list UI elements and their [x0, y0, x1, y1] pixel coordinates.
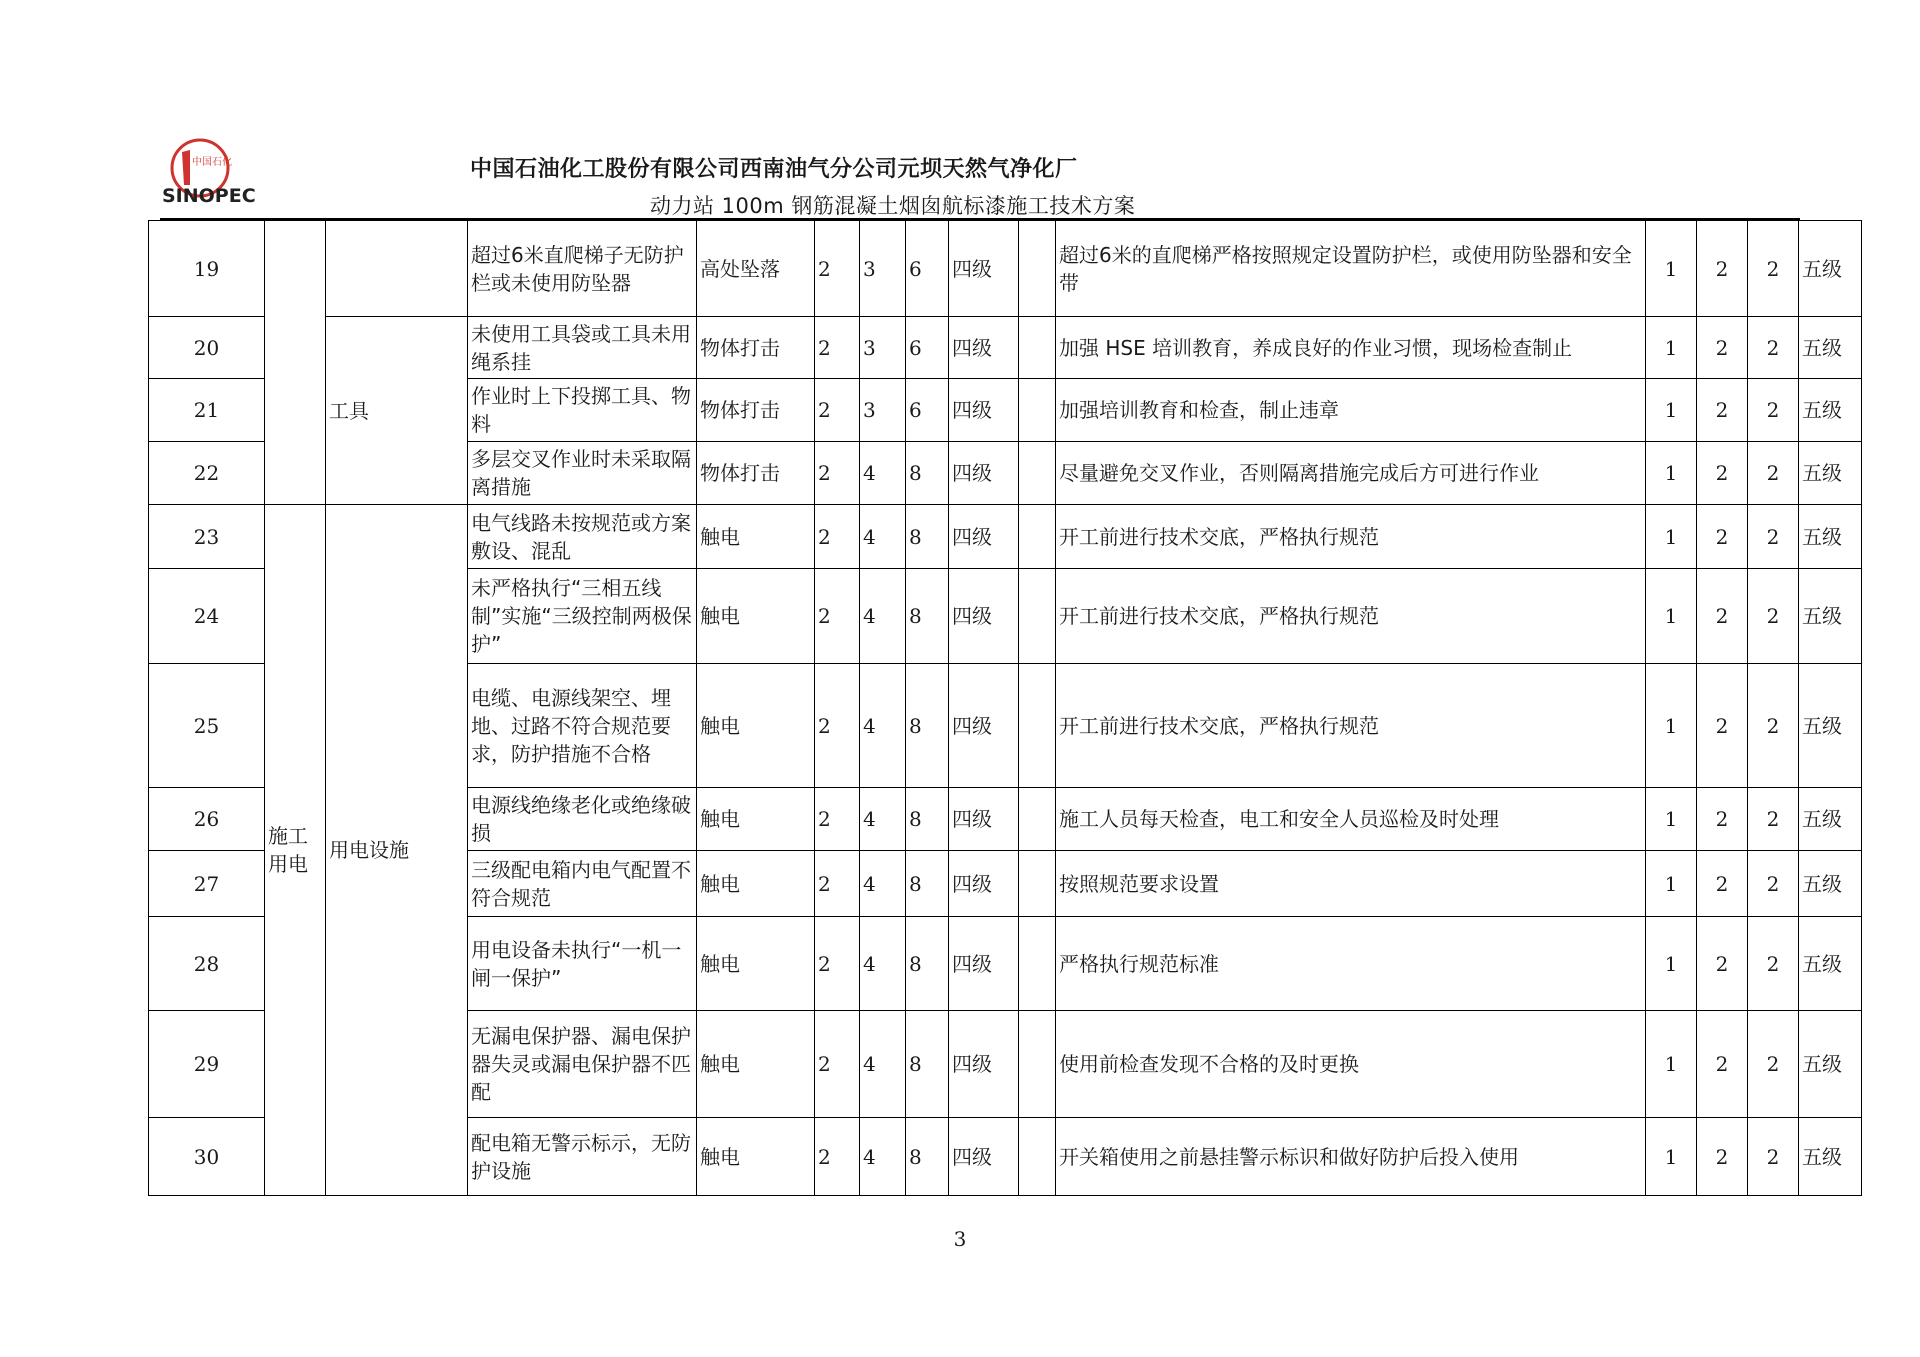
residual-likelihood-cell: 1 — [1646, 851, 1697, 917]
subcategory-cell: 工具 — [326, 317, 468, 505]
measure-cell: 开关箱使用之前悬挂警示标识和做好防护后投入使用 — [1056, 1118, 1646, 1196]
residual-risk-cell: 2 — [1748, 664, 1799, 788]
severity-cell: 4 — [860, 788, 906, 851]
risk-level-cell: 四级 — [949, 569, 1019, 664]
residual-level-cell: 五级 — [1799, 569, 1862, 664]
measure-cell: 严格执行规范标准 — [1056, 917, 1646, 1011]
residual-level-cell: 五级 — [1799, 664, 1862, 788]
row-number: 19 — [149, 221, 265, 317]
blank-cell — [1019, 569, 1056, 664]
residual-likelihood-cell: 1 — [1646, 1011, 1697, 1118]
likelihood-cell: 2 — [815, 505, 860, 569]
table-row — [149, 317, 1862, 379]
hazard-cell: 电气线路未按规范或方案敷设、混乱 — [468, 505, 697, 569]
row-number: 25 — [149, 664, 265, 788]
page-number: 3 — [953, 1227, 967, 1251]
severity-cell: 3 — [860, 379, 906, 442]
company-logo — [160, 130, 256, 210]
likelihood-cell: 2 — [815, 569, 860, 664]
residual-severity-cell: 2 — [1697, 442, 1748, 505]
residual-level-cell: 五级 — [1799, 788, 1862, 851]
severity-cell: 4 — [860, 917, 906, 1011]
svg-text:SINOPEC: SINOPEC — [162, 185, 256, 207]
risk-level-cell: 四级 — [949, 664, 1019, 788]
residual-risk-cell: 2 — [1748, 1118, 1799, 1196]
consequence-cell: 触电 — [697, 1118, 815, 1196]
blank-cell — [1019, 317, 1056, 379]
sinopec-logo-icon — [160, 130, 256, 210]
severity-cell: 4 — [860, 851, 906, 917]
residual-level-cell: 五级 — [1799, 851, 1862, 917]
risk-level-cell: 四级 — [949, 851, 1019, 917]
residual-likelihood-cell: 1 — [1646, 379, 1697, 442]
risk-value-cell: 6 — [906, 221, 949, 317]
residual-severity-cell: 2 — [1697, 505, 1748, 569]
measure-cell: 开工前进行技术交底，严格执行规范 — [1056, 505, 1646, 569]
row-number: 29 — [149, 1011, 265, 1118]
risk-value-cell: 8 — [906, 788, 949, 851]
hazard-cell: 未使用工具袋或工具未用绳系挂 — [468, 317, 697, 379]
consequence-cell: 物体打击 — [697, 442, 815, 505]
residual-severity-cell: 2 — [1697, 221, 1748, 317]
svg-text:中国石化: 中国石化 — [192, 157, 232, 168]
likelihood-cell: 2 — [815, 851, 860, 917]
severity-cell: 4 — [860, 1011, 906, 1118]
risk-value-cell: 8 — [906, 917, 949, 1011]
measure-cell: 超过6米的直爬梯严格按照规定设置防护栏，或使用防坠器和安全带 — [1056, 221, 1646, 317]
blank-cell — [1019, 917, 1056, 1011]
risk-level-cell: 四级 — [949, 788, 1019, 851]
blank-cell — [1019, 664, 1056, 788]
residual-level-cell: 五级 — [1799, 1011, 1862, 1118]
risk-level-cell: 四级 — [949, 917, 1019, 1011]
risk-level-cell: 四级 — [949, 1118, 1019, 1196]
risk-level-cell: 四级 — [949, 1011, 1019, 1118]
blank-cell — [1019, 1011, 1056, 1118]
residual-level-cell: 五级 — [1799, 317, 1862, 379]
residual-severity-cell: 2 — [1697, 1118, 1748, 1196]
residual-likelihood-cell: 1 — [1646, 664, 1697, 788]
blank-cell — [1019, 442, 1056, 505]
row-number: 28 — [149, 917, 265, 1011]
consequence-cell: 触电 — [697, 788, 815, 851]
category-cell: 施工用电 — [265, 505, 326, 1196]
document-title: 中国石油化工股份有限公司西南油气分公司元坝天然气净化厂 — [470, 157, 1078, 182]
row-number: 27 — [149, 851, 265, 917]
residual-likelihood-cell: 1 — [1646, 505, 1697, 569]
risk-value-cell: 6 — [906, 379, 949, 442]
document-subtitle: 动力站 100m 钢筋混凝土烟囱航标漆施工技术方案 — [650, 194, 1136, 218]
table-row — [149, 505, 1862, 569]
consequence-cell: 触电 — [697, 505, 815, 569]
residual-risk-cell: 2 — [1748, 788, 1799, 851]
residual-likelihood-cell: 1 — [1646, 917, 1697, 1011]
residual-severity-cell: 2 — [1697, 1011, 1748, 1118]
blank-cell — [1019, 379, 1056, 442]
severity-cell: 3 — [860, 221, 906, 317]
residual-severity-cell: 2 — [1697, 317, 1748, 379]
likelihood-cell: 2 — [815, 917, 860, 1011]
residual-level-cell: 五级 — [1799, 221, 1862, 317]
subcategory-cell: 用电设施 — [326, 505, 468, 1196]
measure-cell: 开工前进行技术交底，严格执行规范 — [1056, 664, 1646, 788]
residual-level-cell: 五级 — [1799, 379, 1862, 442]
risk-value-cell: 8 — [906, 1118, 949, 1196]
residual-risk-cell: 2 — [1748, 379, 1799, 442]
severity-cell: 3 — [860, 317, 906, 379]
table-row — [149, 221, 1862, 317]
likelihood-cell: 2 — [815, 788, 860, 851]
residual-likelihood-cell: 1 — [1646, 221, 1697, 317]
consequence-cell: 触电 — [697, 917, 815, 1011]
consequence-cell: 触电 — [697, 569, 815, 664]
hazard-cell: 配电箱无警示标示，无防护设施 — [468, 1118, 697, 1196]
residual-likelihood-cell: 1 — [1646, 569, 1697, 664]
severity-cell: 4 — [860, 1118, 906, 1196]
risk-value-cell: 8 — [906, 442, 949, 505]
row-number: 30 — [149, 1118, 265, 1196]
residual-level-cell: 五级 — [1799, 505, 1862, 569]
consequence-cell: 物体打击 — [697, 317, 815, 379]
risk-assessment-table — [148, 220, 1862, 1196]
residual-risk-cell: 2 — [1748, 569, 1799, 664]
category-cell — [265, 221, 326, 505]
measure-cell: 开工前进行技术交底，严格执行规范 — [1056, 569, 1646, 664]
blank-cell — [1019, 505, 1056, 569]
hazard-cell: 超过6米直爬梯子无防护栏或未使用防坠器 — [468, 221, 697, 317]
residual-level-cell: 五级 — [1799, 917, 1862, 1011]
risk-value-cell: 8 — [906, 851, 949, 917]
risk-value-cell: 6 — [906, 317, 949, 379]
risk-value-cell: 8 — [906, 569, 949, 664]
consequence-cell: 物体打击 — [697, 379, 815, 442]
hazard-cell: 未严格执行“三相五线制”实施“三级控制两极保护” — [468, 569, 697, 664]
residual-severity-cell: 2 — [1697, 379, 1748, 442]
measure-cell: 使用前检查发现不合格的及时更换 — [1056, 1011, 1646, 1118]
likelihood-cell: 2 — [815, 1118, 860, 1196]
row-number: 24 — [149, 569, 265, 664]
consequence-cell: 触电 — [697, 851, 815, 917]
severity-cell: 4 — [860, 664, 906, 788]
row-number: 20 — [149, 317, 265, 379]
risk-value-cell: 8 — [906, 664, 949, 788]
residual-risk-cell: 2 — [1748, 505, 1799, 569]
residual-risk-cell: 2 — [1748, 317, 1799, 379]
risk-value-cell: 8 — [906, 505, 949, 569]
consequence-cell: 高处坠落 — [697, 221, 815, 317]
hazard-cell: 三级配电箱内电气配置不符合规范 — [468, 851, 697, 917]
risk-level-cell: 四级 — [949, 221, 1019, 317]
blank-cell — [1019, 851, 1056, 917]
residual-risk-cell: 2 — [1748, 1011, 1799, 1118]
residual-risk-cell: 2 — [1748, 442, 1799, 505]
likelihood-cell: 2 — [815, 664, 860, 788]
measure-cell: 加强 HSE 培训教育，养成良好的作业习惯，现场检查制止 — [1056, 317, 1646, 379]
hazard-cell: 多层交叉作业时未采取隔离措施 — [468, 442, 697, 505]
residual-risk-cell: 2 — [1748, 221, 1799, 317]
residual-likelihood-cell: 1 — [1646, 317, 1697, 379]
measure-cell: 按照规范要求设置 — [1056, 851, 1646, 917]
likelihood-cell: 2 — [815, 379, 860, 442]
residual-risk-cell: 2 — [1748, 851, 1799, 917]
residual-likelihood-cell: 1 — [1646, 788, 1697, 851]
subcategory-cell — [326, 221, 468, 317]
row-number: 21 — [149, 379, 265, 442]
residual-likelihood-cell: 1 — [1646, 442, 1697, 505]
row-number: 23 — [149, 505, 265, 569]
likelihood-cell: 2 — [815, 1011, 860, 1118]
risk-level-cell: 四级 — [949, 379, 1019, 442]
residual-severity-cell: 2 — [1697, 917, 1748, 1011]
severity-cell: 4 — [860, 442, 906, 505]
residual-severity-cell: 2 — [1697, 569, 1748, 664]
blank-cell — [1019, 1118, 1056, 1196]
measure-cell: 施工人员每天检查，电工和安全人员巡检及时处理 — [1056, 788, 1646, 851]
residual-risk-cell: 2 — [1748, 917, 1799, 1011]
blank-cell — [1019, 221, 1056, 317]
severity-cell: 4 — [860, 505, 906, 569]
consequence-cell: 触电 — [697, 664, 815, 788]
hazard-cell: 电源线绝缘老化或绝缘破损 — [468, 788, 697, 851]
residual-level-cell: 五级 — [1799, 442, 1862, 505]
residual-severity-cell: 2 — [1697, 664, 1748, 788]
risk-level-cell: 四级 — [949, 317, 1019, 379]
likelihood-cell: 2 — [815, 317, 860, 379]
likelihood-cell: 2 — [815, 221, 860, 317]
measure-cell: 尽量避免交叉作业，否则隔离措施完成后方可进行作业 — [1056, 442, 1646, 505]
blank-cell — [1019, 788, 1056, 851]
hazard-cell: 作业时上下投掷工具、物料 — [468, 379, 697, 442]
row-number: 22 — [149, 442, 265, 505]
measure-cell: 加强培训教育和检查，制止违章 — [1056, 379, 1646, 442]
hazard-cell: 无漏电保护器、漏电保护器失灵或漏电保护器不匹配 — [468, 1011, 697, 1118]
residual-severity-cell: 2 — [1697, 788, 1748, 851]
hazard-cell: 电缆、电源线架空、埋地、过路不符合规范要求，防护措施不合格 — [468, 664, 697, 788]
residual-severity-cell: 2 — [1697, 851, 1748, 917]
severity-cell: 4 — [860, 569, 906, 664]
risk-value-cell: 8 — [906, 1011, 949, 1118]
hazard-cell: 用电设备未执行“一机一闸一保护” — [468, 917, 697, 1011]
residual-level-cell: 五级 — [1799, 1118, 1862, 1196]
consequence-cell: 触电 — [697, 1011, 815, 1118]
likelihood-cell: 2 — [815, 442, 860, 505]
row-number: 26 — [149, 788, 265, 851]
residual-likelihood-cell: 1 — [1646, 1118, 1697, 1196]
risk-level-cell: 四级 — [949, 442, 1019, 505]
risk-level-cell: 四级 — [949, 505, 1019, 569]
